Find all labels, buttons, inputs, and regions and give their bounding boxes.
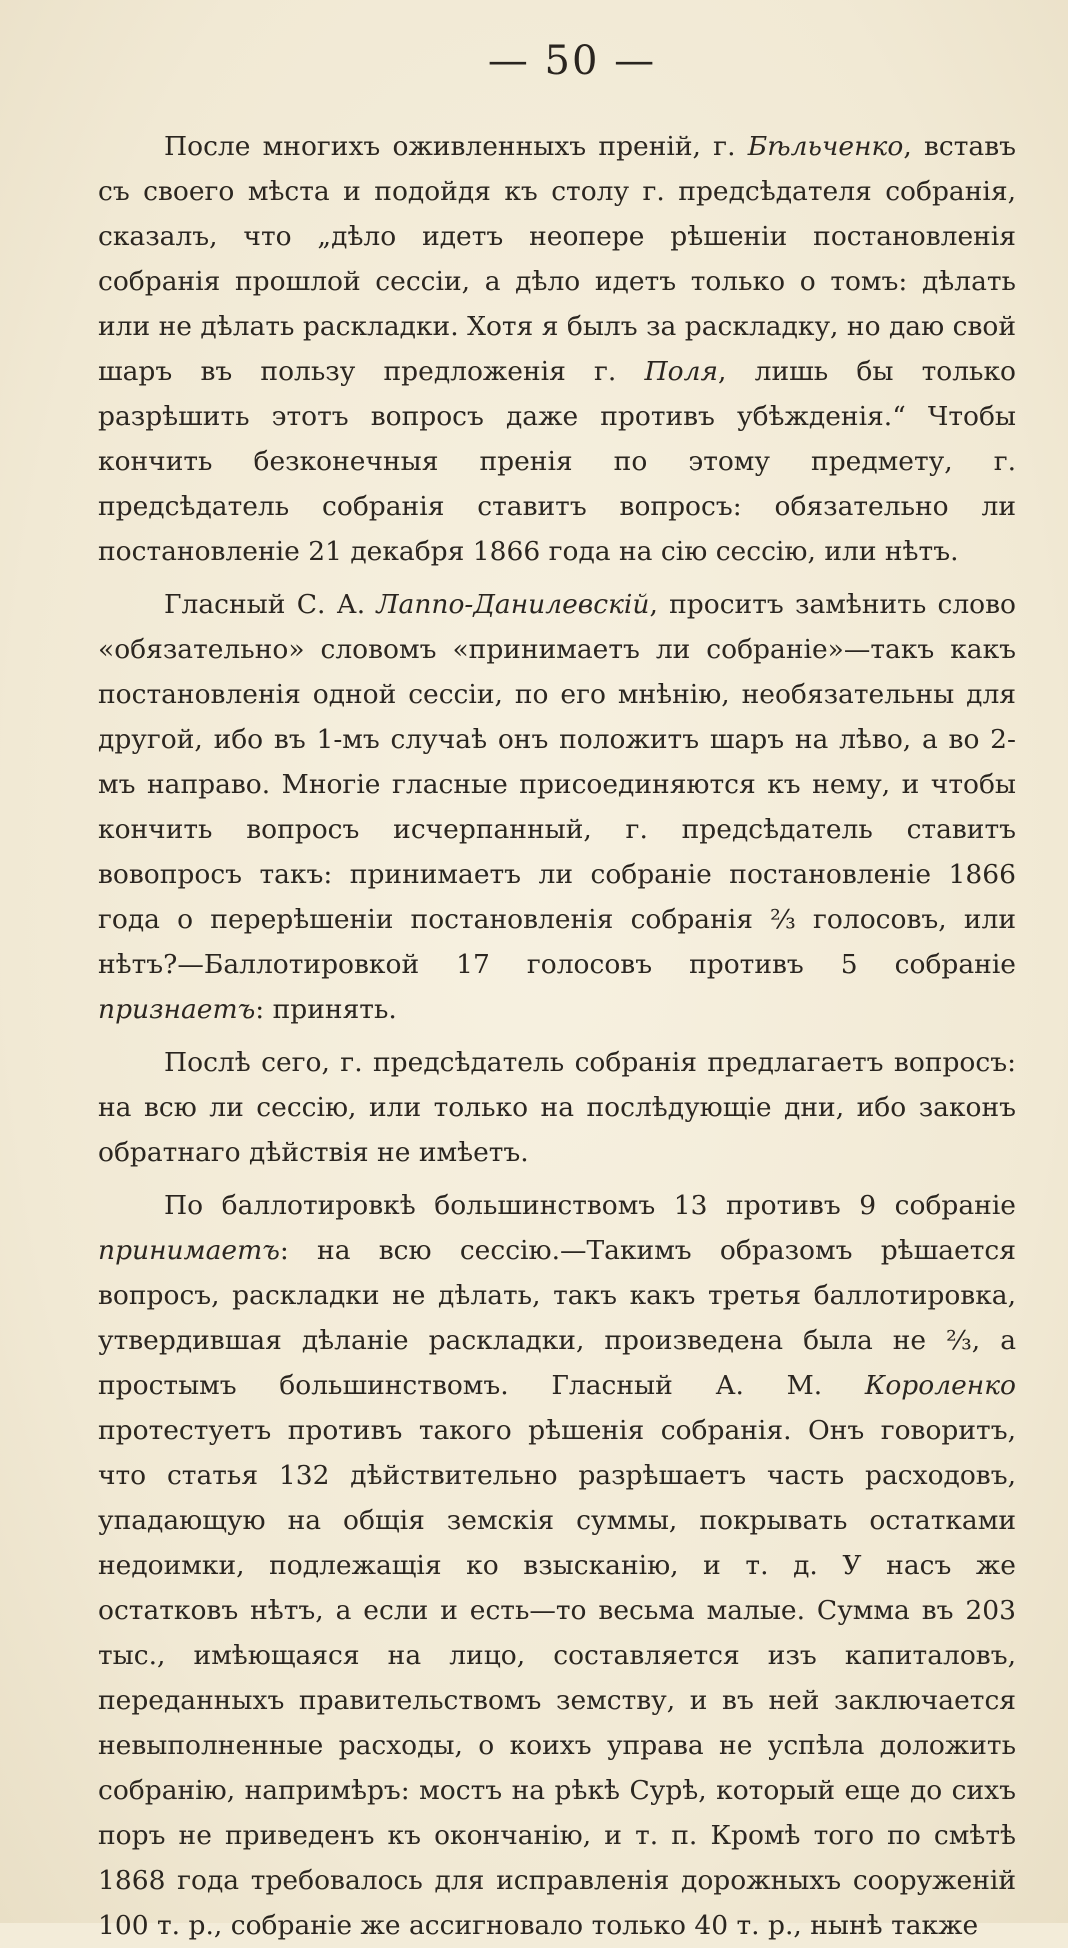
person-name: Лаппо-Данилевскій [376,589,650,620]
text-run: протестуетъ противъ такого рѣшенія собранія. Онъ говоритъ, что статья 132 дѣйствительно разрѣшаетъ часть расходовъ, упадающую на общія земскія суммы, покрывать остатками недоимки, подлежащія ко взысканію, и т. д. У насъ же остатковъ нѣтъ, а если и есть—то весьма малые. Сумма въ 203 тыс., имѣющаяся на лицо, составляется изъ капиталовъ, переданныхъ правительствомъ земству, и въ ней заключается невыполненные расходы, о коихъ управа не успѣла доложить собранію, напримѣръ: мостъ на рѣкѣ Сурѣ, который еще до сихъ поръ не приведенъ къ окончанію, и т. п. Кромѣ того по смѣтѣ 1868 года требовалось для исправленія дорожныхъ сооруженій 100 т. р., собраніе же ассигновало только 40 т. р., нынѣ также [98,1415,1016,1941]
person-name: Короленко [864,1370,1016,1401]
text-run: : на всю сессію.—Такимъ образомъ рѣшается вопросъ, раскладки не дѣлать, такъ какъ третья баллотировка, утвердившая дѣланіе раскладки, произведена была не ⅔, а простымъ большинствомъ. Гласный А. М. [98,1235,1016,1401]
person-name: Бѣльченко [747,131,904,162]
text-run: Послѣ сего, г. предсѣдатель собранія предлагаетъ вопросъ: на всю ли сессію, или только на послѣдующіе дни, ибо законъ обратнаго дѣйствія не имѣетъ. [98,1047,1016,1168]
text-run: После многихъ оживленныхъ преній, г. [164,131,748,162]
paragraph [98,582,1016,1032]
person-name: Поля [644,356,719,387]
text-run: , вставъ съ своего мѣста и подойдя къ столу г. предсѣдателя собранія, сказалъ, что „дѣло идетъ неопере рѣшеніи постановленія собранія прошлой сессіи, а дѣло идетъ только о томъ: дѣлать или не дѣлать раскладки. Хотя я былъ за раскладку, но даю свой шаръ въ пользу предложенія г. [98,131,1016,387]
italic-term: принимаетъ [98,1235,280,1266]
text-run: , проситъ замѣнить слово «обязательно» словомъ «принимаетъ ли собраніе»—такъ какъ постановленія одной сессіи, по его мнѣнію, необязательны для другой, ибо въ 1-мъ случаѣ онъ положитъ шаръ на лѣво, а во 2-мъ направо. Многіе гласные присоединяются къ нему, и чтобы кончить вопросъ исчерпанный, г. предсѣдатель ставитъ вовопросъ такъ: принимаетъ ли собраніе постановленіе 1866 года о перерѣшеніи постановленія собранія ⅔ голосовъ, или нѣтъ?—Баллотировкой 17 голосовъ противъ 5 собраніе [98,589,1017,980]
paragraph [98,124,1016,574]
page-number: — 50 — [487,38,657,84]
text-run: Гласный С. А. [164,589,377,620]
text-run: По баллотировкѣ большинствомъ 13 противъ 9 собраніе [164,1190,1016,1221]
italic-term: признаетъ [98,994,256,1025]
text-run: : принять. [255,994,397,1025]
paragraph [98,1183,1016,1948]
paragraph [98,1040,1016,1175]
text-run: , лишь бы только разрѣшить этотъ вопросъ даже противъ убѣжденія.“ Чтобы кончить безконечныя пренія по этому предмету, г. предсѣдатель собранія ставитъ вопросъ: обязательно ли постановленіе 21 декабря 1866 года на сію сессію, или нѣтъ. [98,356,1016,567]
